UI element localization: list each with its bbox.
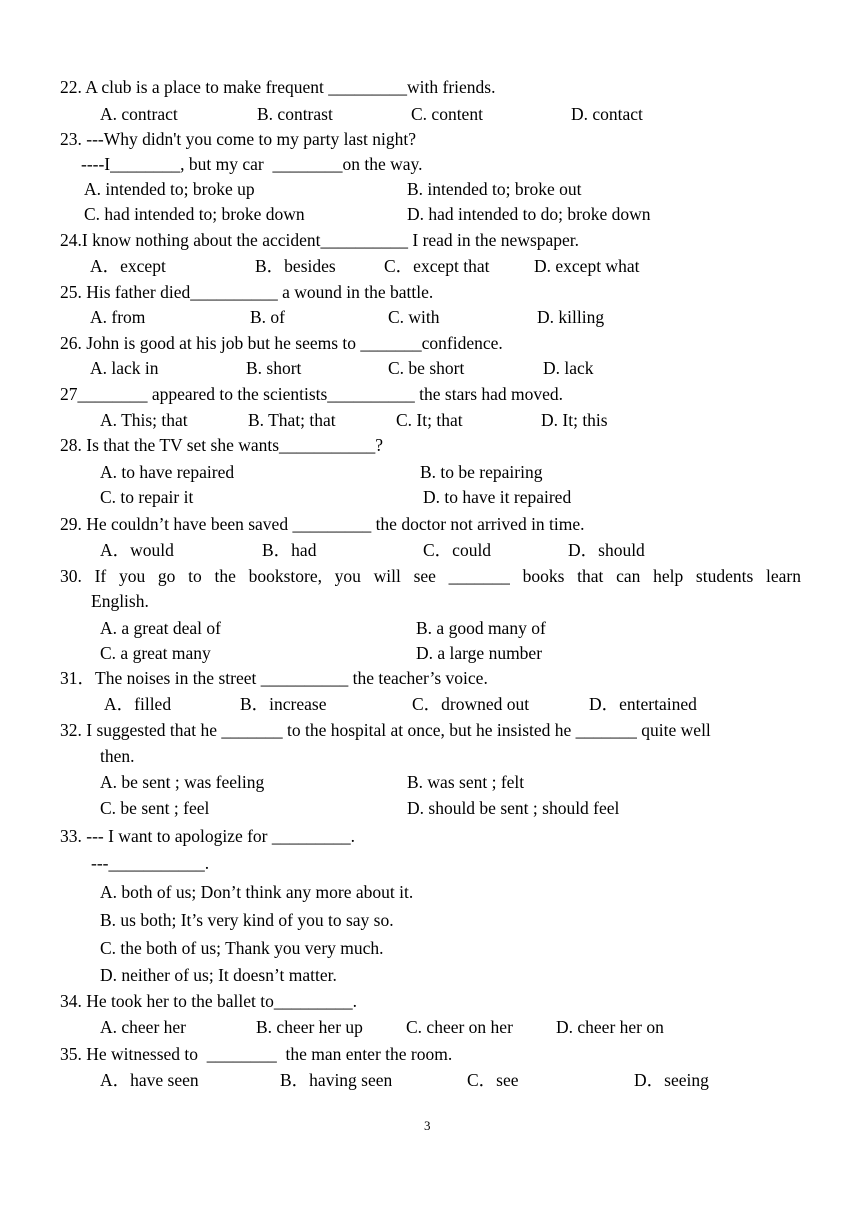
q25-option-a: A. from bbox=[90, 307, 146, 327]
question-31-stem: 31．The noises in the street __________ the teacher’s voice. bbox=[60, 668, 488, 688]
q31-option-c: C．drowned out bbox=[412, 694, 530, 714]
q27-option-c: C. It; that bbox=[396, 410, 463, 430]
q35-option-b: B．having seen bbox=[280, 1070, 393, 1090]
q26-option-b: B. short bbox=[246, 358, 302, 378]
q30-option-d: D. a large number bbox=[416, 643, 543, 663]
q33-option-d: D. neither of us; It doesn’t matter. bbox=[100, 965, 337, 985]
q24-option-a: A．except bbox=[90, 256, 166, 276]
q29-option-b: B．had bbox=[262, 540, 317, 560]
q29-option-c: C．could bbox=[423, 540, 492, 560]
q31-option-d: D．entertained bbox=[589, 694, 697, 714]
q32-option-c: C. be sent ; feel bbox=[100, 798, 210, 818]
question-24-stem: 24.I know nothing about the accident__________ I read in the newspaper. bbox=[60, 230, 580, 250]
page-number: 3 bbox=[424, 1118, 431, 1133]
q30-option-b: B. a good many of bbox=[416, 618, 546, 638]
q31-option-b: B．increase bbox=[240, 694, 327, 714]
q26-option-d: D. lack bbox=[543, 358, 594, 378]
question-23-stem: 23. ---Why didn't you come to my party last night? bbox=[60, 129, 416, 149]
q25-option-c: C. with bbox=[388, 307, 440, 327]
question-30-stem-line2: English. bbox=[91, 591, 149, 611]
q30-option-c: C. a great many bbox=[100, 643, 211, 663]
question-34-stem: 34. He took her to the ballet to_________. bbox=[60, 991, 357, 1011]
q30-option-a: A. a great deal of bbox=[100, 618, 221, 638]
q23-option-d: D. had intended to do; broke down bbox=[407, 204, 651, 224]
q23-option-b: B. intended to; broke out bbox=[407, 179, 582, 199]
q29-option-a: A．would bbox=[100, 540, 174, 560]
q23-option-a: A. intended to; broke up bbox=[84, 179, 255, 199]
q35-option-d: D．seeing bbox=[634, 1070, 709, 1090]
q25-option-d: D. killing bbox=[537, 307, 605, 327]
q35-option-c: C．see bbox=[467, 1070, 519, 1090]
question-26-stem: 26. John is good at his job but he seems to _______confidence. bbox=[60, 333, 503, 353]
q25-option-b: B. of bbox=[250, 307, 285, 327]
q28-option-d: D. to have it repaired bbox=[423, 487, 572, 507]
q28-option-b: B. to be repairing bbox=[420, 462, 543, 482]
q27-option-a: A. This; that bbox=[100, 410, 188, 430]
q35-option-a: A．have seen bbox=[100, 1070, 199, 1090]
question-29-stem: 29. He couldn’t have been saved _________ the doctor not arrived in time. bbox=[60, 514, 585, 534]
question-25-stem: 25. His father died__________ a wound in the battle. bbox=[60, 282, 434, 302]
q22-option-d: D. contact bbox=[571, 104, 643, 124]
q22-option-b: B. contrast bbox=[257, 104, 333, 124]
q24-option-c: C．except that bbox=[384, 256, 490, 276]
question-33-stem-line2: ---___________. bbox=[91, 853, 210, 873]
q34-option-c: C. cheer on her bbox=[406, 1017, 513, 1037]
question-32-stem: 32. I suggested that he _______ to the hospital at once, but he insisted he _______ quite well bbox=[60, 720, 711, 740]
q27-option-b: B. That; that bbox=[248, 410, 336, 430]
question-30-stem: 30. If you go to the bookstore, you will see _______ books that can help students learn bbox=[60, 566, 801, 586]
question-22-stem: 22. A club is a place to make frequent _________with friends. bbox=[60, 77, 496, 97]
q28-option-c: C. to repair it bbox=[100, 487, 194, 507]
q27-option-d: D. It; this bbox=[541, 410, 608, 430]
q33-option-a: A. both of us; Don’t think any more about it. bbox=[100, 882, 414, 902]
q24-option-b: B．besides bbox=[255, 256, 336, 276]
q33-option-c: C. the both of us; Thank you very much. bbox=[100, 938, 384, 958]
q22-option-a: A. contract bbox=[100, 104, 178, 124]
question-23-stem-line2: ----I________, but my car ________on the way. bbox=[81, 154, 423, 174]
q31-option-a: A．filled bbox=[104, 694, 172, 714]
q32-option-a: A. be sent ; was feeling bbox=[100, 772, 265, 792]
question-33-stem: 33. --- I want to apologize for _________. bbox=[60, 826, 355, 846]
question-28-stem: 28. Is that the TV set she wants___________? bbox=[60, 435, 384, 455]
question-27-stem: 27________ appeared to the scientists__________ the stars had moved. bbox=[60, 384, 564, 404]
q26-option-a: A. lack in bbox=[90, 358, 159, 378]
q28-option-a: A. to have repaired bbox=[100, 462, 235, 482]
q34-option-a: A. cheer her bbox=[100, 1017, 186, 1037]
question-32-stem-line2: then. bbox=[100, 746, 135, 766]
question-35-stem: 35. He witnessed to ________ the man enter the room. bbox=[60, 1044, 453, 1064]
q26-option-c: C. be short bbox=[388, 358, 465, 378]
q33-option-b: B. us both; It’s very kind of you to say so. bbox=[100, 910, 394, 930]
q29-option-d: D．should bbox=[568, 540, 645, 560]
q32-option-d: D. should be sent ; should feel bbox=[407, 798, 620, 818]
q24-option-d: D. except what bbox=[534, 256, 640, 276]
q22-option-c: C. content bbox=[411, 104, 483, 124]
q23-option-c: C. had intended to; broke down bbox=[84, 204, 305, 224]
q34-option-d: D. cheer her on bbox=[556, 1017, 664, 1037]
q34-option-b: B. cheer her up bbox=[256, 1017, 363, 1037]
q32-option-b: B. was sent ; felt bbox=[407, 772, 525, 792]
